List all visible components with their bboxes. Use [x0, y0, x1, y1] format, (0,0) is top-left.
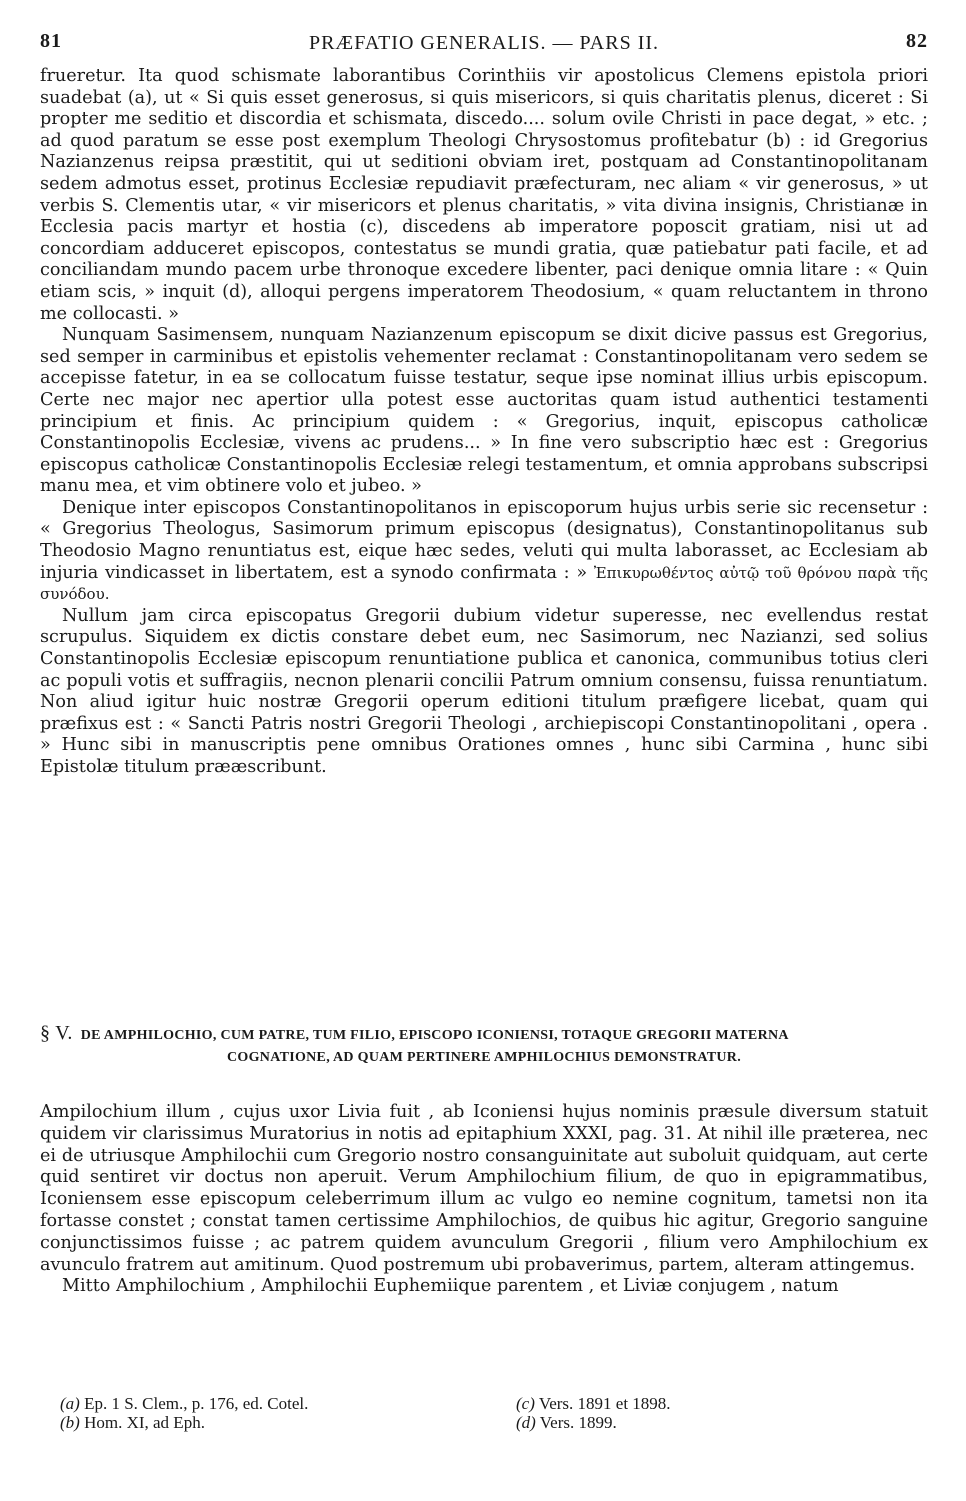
- footnotes-right-column: [516, 1394, 916, 1432]
- footnote-text: Hom. XI, ad Eph.: [84, 1413, 205, 1432]
- section-heading: [40, 1022, 928, 1069]
- footnote-a: [60, 1394, 460, 1413]
- footnote-text: Vers. 1891 et 1898.: [538, 1394, 671, 1413]
- page-number-right: 82: [906, 30, 928, 52]
- running-title: PRÆFATIO GENERALIS. — PARS II.: [308, 32, 660, 54]
- main-text: [40, 66, 928, 779]
- footnote-mark: (b): [60, 1413, 80, 1432]
- footnotes-left-column: [60, 1394, 460, 1432]
- paragraph: Nullum jam circa episcopatus Gregorii dubium videtur superesse, nec evellendus restat scrupulus. Siquidem ex dictis constare debet eum, nec Sasimorum, nec Nazianzi, sed solius Constantinopolis Ecclesiæ episcopum renuntiatione publica et canonica, communibus totius cleri ac populi votis et suffragiis, necnon plenarii concilii Patrum omnium consensu, fuissa renuntiatum. Non aliud igitur huic nostræ Gregorii operum editioni titulum præfigere licebat, quam qui præfixus est : « Sancti Patris nostri Gregorii Theologi , archiepiscopi Constantinopolitani , opera . » Hunc sibi in manuscriptis pene omnibus Orationes omnes , hunc sibi Carmina , hunc sibi Epistolæ titulum prææscribunt.: [40, 605, 928, 777]
- footnote-mark: (a): [60, 1394, 80, 1413]
- paragraph-text: Denique inter episcopos Constantinopolitanos in episcoporum hujus urbis serie sic recensetur : « Gregorius Theologus, Sasimorum primum episcopus (designatus), Constantinopolitanus sub Theodosio Magno renuntiatus est, eique hæc sedes, veluti qui multa laborasset, ac Ecclesiam ab injuria vindicasset in libertatem, est a synodo confirmata : »: [40, 497, 928, 583]
- footnote-text: Ep. 1 S. Clem., p. 176, ed. Cotel.: [84, 1394, 309, 1413]
- section-text: [40, 1102, 928, 1298]
- paragraph: frueretur. Ita quod schismate laborantibus Corinthiis vir apostolicus Clemens epistola priori suadebat (a), ut « Si quis esset generosus, si quis misericors, si quis charitatis plenus, diceret : Si propter me seditio et discordia et schismata, discedo.... solum ovile Christi in pace degat, » etc. ; ad quod paratum se esse post exemplum Theologi Chrysostomus profitebatur (b) : id Gregorius Nazianzenus reipsa præstitit, qui ut seditioni obviam iret, postquam ad Constantinopolitanam sedem admotus esset, protinus Ecclesiæ repudiavit præfecturam, nec aliam « vir generosus, » ut verbis S. Clementis utar, « vir misericors et plenus charitatis, » vita divina insignis, Christianæ in Ecclesia pacis martyr et hostia (c), discedens ab imperatore poposcit gratiam, nisi ut ad concordiam adduceret episcopos, contestatus se mundi gratia, quæ patiebatur pati facile, et ad conciliandam mundo pacem urbe thronoque excedere libenter, paci denique omnia litare : « Quin etiam scis, » inquit (d), alloqui pergens imperatorem Theodosium, « quam reluctantem in throno me collocasti. »: [40, 66, 928, 324]
- footnote-c: [516, 1394, 916, 1413]
- paragraph: Nunquam Sasimensem, nunquam Nazianzenum episcopum se dixit dicive passus est Gregorius, sed semper in carminibus et epistolis vehementer reclamat : Constantinopolitanam vero sedem se accepisse fatetur, in ea se collocatum fuisse testatur, seque ipse nominat illius urbis episcopum. Certe nec major nec apertior ulla potest esse auctoritas quam istud authentici testamenti principium et finis. Ac principium quidem : « Gregorius, inquit, episcopus catholicæ Constantinopolis Ecclesiæ, vivens ac prudens... » In fine vero subscriptio hæc est : Gregorius episcopus catholicæ Constantinopolis Ecclesiæ relegi testamentum, et omnia approbans subscripsi manu mea, et vim obtinere volo et jubeo. »: [40, 325, 928, 497]
- paragraph: Ampilochium illum , cujus uxor Livia fuit , ab Iconiensi hujus nominis præsule diversum statuit quidem vir clarissimus Muratorius in notis ad epitaphium XXXI, pag. 31. At nihil ille præterea, nec ei de utriusque Amphilochii cum Gregorio nostro consanguinitate aut suboluit quidquam, aut certe quid sentiret vir doctus non aperuit. Verum Amphilochium filium, de quo in epigrammatibus, Iconiensem esse episcopum celeberrimum illum ac vulgo eo nemine cognitum, tametsi non ita fortasse constet ; constat tamen certissime Amphilochios, de quibus hic agitur, Gregorio sanguine conjunctissimos fuisse ; ac patrem quidem avunculum Gregorii , filium vero Amphilochium ex avunculo fratrem aut amitinum. Quod postremum ubi probaverimus, partem, alteram attingemus.: [40, 1102, 928, 1275]
- section-heading-line2: COGNATIONE, AD QUAM PERTINERE AMPHILOCHIUS DEMONSTRATUR.: [227, 1050, 741, 1065]
- page-number-left: 81: [40, 30, 62, 52]
- paragraph: Mitto Amphilochium , Amphilochii Euphemiique parentem , et Liviæ conjugem , natum: [62, 1276, 839, 1297]
- footnote-b: [60, 1413, 460, 1432]
- page-header: [40, 30, 928, 58]
- footnote-mark: (c): [516, 1394, 535, 1413]
- footnote-text: Vers. 1899.: [539, 1413, 617, 1432]
- paragraph: [40, 498, 928, 606]
- section-mark: § V.: [40, 1022, 73, 1044]
- footnote-mark: (d): [516, 1413, 536, 1432]
- footnote-d: [516, 1413, 916, 1432]
- section-heading-line1: DE AMPHILOCHIO, CUM PATRE, TUM FILIO, EPISCOPO ICONIENSI, TOTAQUE GREGORII MATERNA: [80, 1028, 789, 1043]
- footnotes: [60, 1394, 920, 1444]
- greek-quote: Ἐπικυρωθέντος αὐτῷ τοῦ θρόνου παρὰ τῆς συνόδου.: [40, 563, 928, 604]
